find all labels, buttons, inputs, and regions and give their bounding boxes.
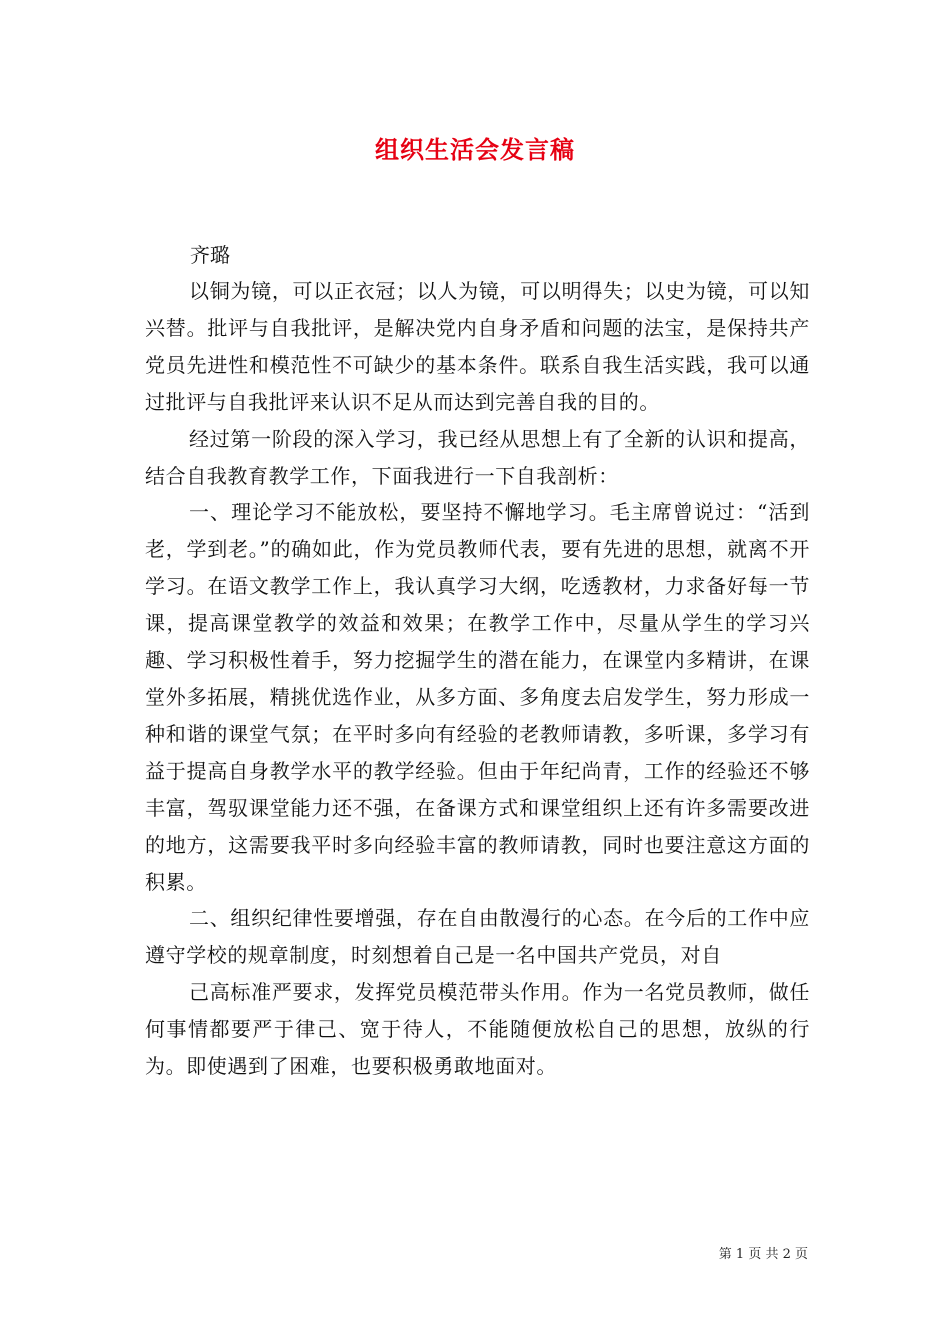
paragraph-3: 一、理论学习不能放松，要坚持不懈地学习。毛主席曾说过：“活到老，学到老。”的确如此，作为党员教师代表，要有先进的思想，就离不开学习。在语文教学工作上，我认真学习大纲，吃透教材，力求备好每一节课，提高课堂教学的效益和效果；在教学工作中，尽量从学生的学习兴趣、学习积极性着手，努力挖掘学生的潜在能力，在课堂内多精讲，在课堂外多拓展，精挑优选作业，从多方面、多角度去启发学生，努力形成一种和谐的课堂气氛；在平时多向有经验的老教师请教，多听课，多学习有益于提高自身教学水平的教学经验。但由于年纪尚青，工作的经验还不够丰富，驾驭课堂能力还不强，在备课方式和课堂组织上还有许多需要改进的地方，这需要我平时多向经验丰富的教师请教，同时也要注意这方面的积累。 (145, 500, 810, 894)
paragraph-5: 己高标准严要求，发挥党员模范带头作用。作为一名党员教师，做任何事情都要严于律己、宽于待人，不能随便放松自己的思想，放纵的行为。即使遇到了困难，也要积极勇敢地面对。 (145, 980, 810, 1079)
author-name: 齐璐 (190, 243, 230, 267)
paragraph-1: 以铜为镜，可以正衣冠；以人为镜，可以明得失；以史为镜，可以知兴替。批评与自我批评，是解决党内自身矛盾和问题的法宝，是保持共产党员先进性和模范性不可缺少的基本条件。联系自我生活实践，我可以通过批评与自我批评来认识不足从而达到完善自我的目的。 (145, 279, 810, 414)
paragraph-2: 经过第一阶段的深入学习，我已经从思想上有了全新的认识和提高，结合自我教育教学工作，下面我进行一下自我剖析： (145, 426, 810, 488)
page-number-footer: 第 1 页 共 2 页 (718, 1247, 808, 1262)
document-body (145, 273, 810, 1085)
paragraph-4: 二、组织纪律性要增强，存在自由散漫行的心态。在今后的工作中应遵守学校的规章制度，时刻想着自己是一名中国共产党员，对自 (145, 906, 810, 968)
document-title: 组织生活会发言稿 (375, 135, 575, 164)
